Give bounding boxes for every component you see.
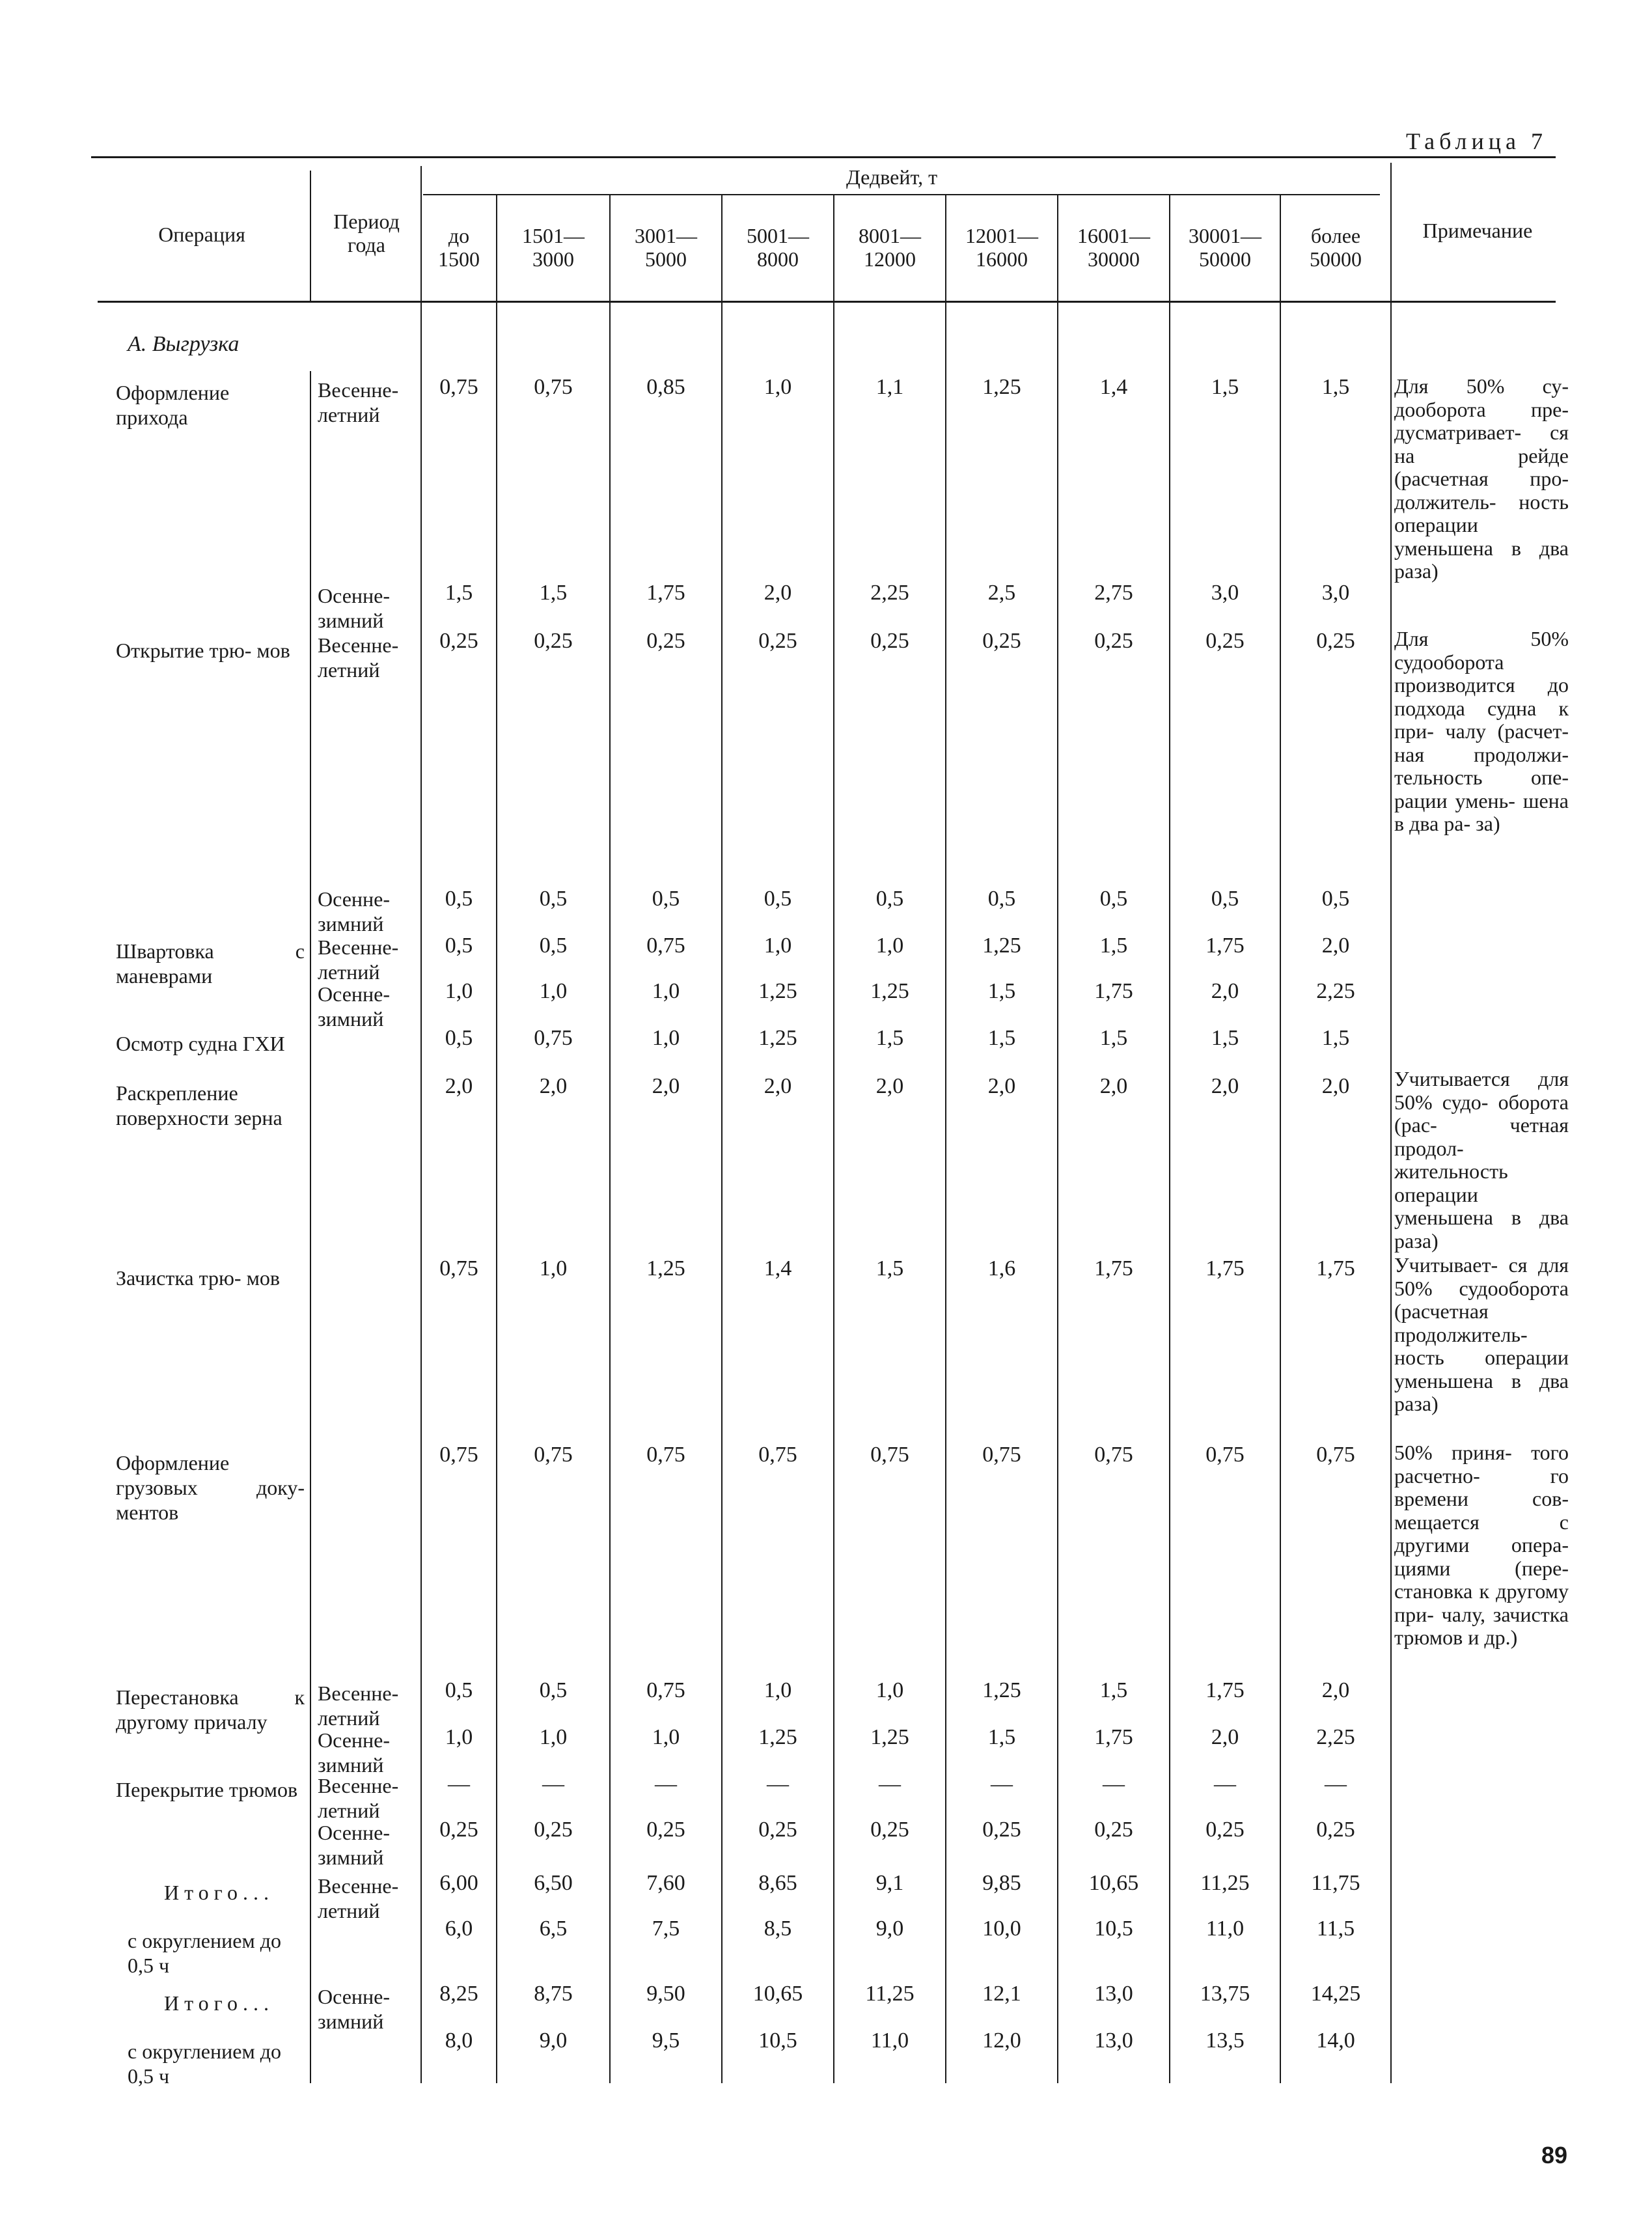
table-cell: 0,25	[646, 629, 685, 653]
table-cell: 1,0	[445, 1725, 473, 1749]
table-cell: 6,5	[539, 1917, 568, 1941]
period-label: Осенне- зимний	[318, 1728, 391, 1777]
col-divider-3	[721, 195, 723, 2083]
table-title: Таблица 7	[1406, 128, 1547, 154]
col-divider-period-body	[310, 371, 311, 2083]
deadweight-column-header: 5001— 8000	[747, 224, 809, 271]
table-cell: 1,5	[445, 581, 473, 605]
table-cell: 1,75	[1094, 1256, 1133, 1281]
table-cell: 1,5	[1099, 1026, 1128, 1050]
table-cell: 3,0	[1211, 581, 1239, 605]
table-cell: 11,0	[870, 2028, 909, 2053]
table-cell: 10,5	[758, 2028, 797, 2053]
table-cell: 7,60	[646, 1871, 685, 1895]
operation-label: Осмотр судна ГХИ	[116, 1032, 285, 1055]
table-cell: 0,75	[439, 1256, 478, 1281]
table-cell: 1,25	[982, 375, 1021, 399]
header-note: Примечание	[1422, 219, 1533, 242]
operation-label: Раскрепление поверхности зерна	[116, 1081, 282, 1129]
table-cell: 1,5	[1099, 934, 1128, 958]
period-label: Осенне- зимний	[318, 1821, 391, 1869]
table-cell: 0,5	[539, 887, 568, 911]
table-cell: 0,25	[1205, 1818, 1245, 1842]
table-cell: 2,0	[764, 1074, 792, 1098]
table-cell: —	[542, 1772, 564, 1796]
table-cell: 0,75	[439, 375, 478, 399]
table-cell: 3,0	[1321, 581, 1350, 605]
table-cell: 0,75	[1316, 1443, 1355, 1467]
table-cell: 0,5	[445, 1026, 473, 1050]
col-divider-2	[609, 195, 611, 2083]
table-cell: 1,75	[1094, 1725, 1133, 1749]
table-cell: 1,0	[539, 1256, 568, 1281]
table-cell: 1,0	[445, 979, 473, 1003]
col-divider-1	[496, 195, 497, 2083]
table-cell: 14,0	[1316, 2028, 1355, 2053]
table-cell: 0,5	[1099, 887, 1128, 911]
table-cell: —	[767, 1772, 789, 1796]
table-cell: 1,0	[764, 375, 792, 399]
section-title: А. Выгрузка	[128, 332, 240, 356]
table-cell: 1,6	[987, 1256, 1016, 1281]
table-cell: 2,0	[1099, 1074, 1128, 1098]
table-cell: —	[879, 1772, 901, 1796]
table-cell: —	[448, 1772, 470, 1796]
table-cell: 1,4	[1099, 375, 1128, 399]
header-deadweight: Дедвейт, т	[846, 165, 938, 189]
table-cell: 1,0	[539, 1725, 568, 1749]
table-cell: 2,0	[1211, 1074, 1239, 1098]
table-cell: 0,5	[875, 887, 904, 911]
table-cell: 0,5	[445, 1678, 473, 1702]
table-cell: 0,25	[870, 629, 909, 653]
deadweight-column-header: 16001— 30000	[1077, 224, 1150, 271]
table-cell: 1,0	[539, 979, 568, 1003]
table-cell: 2,0	[987, 1074, 1016, 1098]
table-cell: 1,5	[539, 581, 568, 605]
deadweight-column-header: 8001— 12000	[859, 224, 921, 271]
period-label: Весенне- летний	[318, 1874, 399, 1922]
table-cell: —	[1325, 1772, 1347, 1796]
header-operation: Операция	[158, 223, 245, 246]
table-cell: 11,25	[1200, 1871, 1250, 1895]
table-cell: 0,5	[1321, 887, 1350, 911]
period-label: Осенне- зимний	[318, 1985, 391, 2033]
table-cell: 0,25	[1094, 629, 1133, 653]
col-divider-6	[1057, 195, 1058, 2083]
table-cell: 0,25	[758, 629, 797, 653]
table-cell: 9,0	[875, 1917, 904, 1941]
rounding-label: с округлением до 0,5 ч	[128, 1929, 281, 1977]
table-cell: 2,0	[1211, 1725, 1239, 1749]
table-cell: 1,25	[982, 934, 1021, 958]
table-cell: 9,5	[652, 2028, 680, 2053]
operation-label: Зачистка трю- мов	[116, 1266, 280, 1290]
deadweight-column-header: 12001— 16000	[965, 224, 1038, 271]
table-cell: 6,00	[439, 1871, 478, 1895]
note-text: Учитывается для 50% судо- оборота (рас- четная продол- жительность операции уменьшена в два раза)	[1394, 1067, 1569, 1253]
table-cell: 1,25	[870, 1725, 909, 1749]
table-cell: 1,5	[987, 1725, 1016, 1749]
table-cell: 1,5	[875, 1256, 904, 1281]
table-cell: —	[991, 1772, 1013, 1796]
deadweight-column-header: 1501— 3000	[522, 224, 585, 271]
table-cell: 14,25	[1310, 1982, 1361, 2006]
deadweight-column-header: 3001— 5000	[635, 224, 697, 271]
table-cell: 1,75	[1205, 1256, 1245, 1281]
table-cell: 1,0	[875, 934, 904, 958]
col-divider-5	[945, 195, 946, 2083]
table-cell: 0,5	[445, 887, 473, 911]
table-cell: 0,25	[1316, 629, 1355, 653]
table-cell: 1,75	[646, 581, 685, 605]
operation-label: Перекрытие трюмов	[116, 1778, 298, 1801]
table-cell: 13,75	[1200, 1982, 1250, 2006]
table-cell: 2,0	[1321, 934, 1350, 958]
table-cell: 1,75	[1205, 1678, 1245, 1702]
note-text: Для 50% судооборота производится до подхода судна к при- чалу (расчет- ная продолжи- тельность опе- рации умень- шена в два ра- за)	[1394, 627, 1569, 835]
table-cell: 12,0	[982, 2028, 1021, 2053]
table-cell: 0,75	[758, 1443, 797, 1467]
operation-label: Оформление грузовых доку- ментов	[116, 1451, 305, 1524]
note-text: 50% приня- того расчетно- го времени сов- мещается с другими опера- циями (пере- становка к другому при- чалу, зачистка трюмов и др.)	[1394, 1441, 1569, 1649]
table-cell: 9,85	[982, 1871, 1021, 1895]
table-cell: 0,25	[646, 1818, 685, 1842]
rounding-label: с округлением до 0,5 ч	[128, 2040, 281, 2088]
table-cell: 0,75	[646, 1678, 685, 1702]
table-cell: 9,0	[539, 2028, 568, 2053]
table-cell: 0,25	[1205, 629, 1245, 653]
table-cell: 1,25	[646, 1256, 685, 1281]
table-cell: 1,0	[764, 1678, 792, 1702]
table-cell: 0,75	[982, 1443, 1021, 1467]
period-label: Осенне- зимний	[318, 887, 391, 935]
table-cell: 13,0	[1094, 2028, 1133, 2053]
table-cell: 1,5	[1211, 1026, 1239, 1050]
table-cell: 0,25	[534, 629, 573, 653]
table-cell: —	[655, 1772, 677, 1796]
table-cell: 0,5	[987, 887, 1016, 911]
table-cell: —	[1214, 1772, 1236, 1796]
period-label: Осенне- зимний	[318, 982, 391, 1031]
table-cell: 0,25	[1316, 1818, 1355, 1842]
table-cell: 1,1	[875, 375, 904, 399]
table-cell: 1,0	[652, 979, 680, 1003]
table-cell: 11,0	[1205, 1917, 1245, 1941]
table-cell: 0,25	[870, 1818, 909, 1842]
table-cell: 1,25	[758, 1725, 797, 1749]
table-cell: 0,25	[439, 1818, 478, 1842]
deadweight-column-header: до 1500	[438, 224, 480, 271]
table-cell: 9,1	[875, 1871, 904, 1895]
table-cell: 2,25	[1316, 1725, 1355, 1749]
table-cell: 1,5	[875, 1026, 904, 1050]
table-cell: 7,5	[652, 1917, 680, 1941]
period-label: Весенне- летний	[318, 1774, 399, 1822]
table-cell: 1,0	[875, 1678, 904, 1702]
table-cell: 1,5	[987, 979, 1016, 1003]
table-cell: 1,0	[652, 1026, 680, 1050]
table-cell: 8,5	[764, 1917, 792, 1941]
total-label: Итого...	[164, 1991, 274, 2015]
table-cell: 2,75	[1094, 581, 1133, 605]
table-cell: 2,0	[1321, 1678, 1350, 1702]
table-cell: 0,25	[758, 1818, 797, 1842]
table-cell: 2,25	[870, 581, 909, 605]
table-cell: 0,5	[445, 934, 473, 958]
table-cell: 0,5	[652, 887, 680, 911]
table-cell: —	[1103, 1772, 1125, 1796]
period-label: Весенне- летний	[318, 1682, 399, 1730]
table-cell: 1,5	[987, 1026, 1016, 1050]
table-cell: 2,0	[1211, 979, 1239, 1003]
table-cell: 0,25	[982, 629, 1021, 653]
table-cell: 0,85	[646, 375, 685, 399]
table-cell: 0,25	[534, 1818, 573, 1842]
table-cell: 0,75	[1094, 1443, 1133, 1467]
table-cell: 2,0	[445, 1074, 473, 1098]
table-cell: 0,75	[646, 934, 685, 958]
deadweight-column-header: более 50000	[1310, 224, 1362, 271]
operation-label: Оформление прихода	[116, 381, 230, 429]
table-cell: 10,5	[1094, 1917, 1133, 1941]
table-cell: 1,5	[1211, 375, 1239, 399]
total-label: Итого...	[164, 1881, 274, 1904]
table-cell: 0,5	[1211, 887, 1239, 911]
table-cell: 13,5	[1205, 2028, 1245, 2053]
table-cell: 8,75	[534, 1982, 573, 2006]
table-cell: 6,0	[445, 1917, 473, 1941]
table-cell: 1,25	[870, 979, 909, 1003]
table-cell: 0,5	[764, 887, 792, 911]
col-divider-7	[1169, 195, 1170, 2083]
table-cell: 11,25	[865, 1982, 915, 2006]
table-cell: 1,0	[652, 1725, 680, 1749]
period-label: Весенне- летний	[318, 935, 399, 984]
table-cell: 0,5	[539, 934, 568, 958]
header-bottom-rule	[98, 301, 1556, 303]
table-cell: 0,75	[534, 1026, 573, 1050]
page-number: 89	[1541, 2142, 1568, 2168]
table-cell: 2,0	[652, 1074, 680, 1098]
table-cell: 11,5	[1316, 1917, 1355, 1941]
table-cell: 1,0	[764, 934, 792, 958]
table-cell: 0,75	[534, 375, 573, 399]
table-cell: 0,75	[870, 1443, 909, 1467]
table-cell: 0,75	[646, 1443, 685, 1467]
table-cell: 1,4	[764, 1256, 792, 1281]
table-cell: 1,25	[758, 1026, 797, 1050]
operation-label: Швартовка с маневрами	[116, 939, 305, 988]
table-cell: 8,0	[445, 2028, 473, 2053]
operation-label: Перестановка к другому причалу	[116, 1685, 305, 1734]
table-cell: 2,0	[539, 1074, 568, 1098]
table-cell: 0,25	[1094, 1818, 1133, 1842]
table-cell: 6,50	[534, 1871, 573, 1895]
table-cell: 9,50	[646, 1982, 685, 2006]
table-cell: 2,5	[987, 581, 1016, 605]
table-cell: 10,65	[1088, 1871, 1139, 1895]
note-text: Учитывает- ся для 50% судооборота (расчетная продолжитель- ность операции уменьшена в два раза)	[1394, 1253, 1569, 1415]
table-cell: 1,75	[1316, 1256, 1355, 1281]
table-cell: 10,65	[752, 1982, 803, 2006]
table-cell: 8,65	[758, 1871, 797, 1895]
col-divider-note	[1390, 163, 1392, 2083]
period-label: Весенне- летний	[318, 378, 399, 426]
col-divider-4	[833, 195, 834, 2083]
table-cell: 2,0	[764, 581, 792, 605]
deadweight-column-header: 30001— 50000	[1189, 224, 1261, 271]
table-cell: 0,75	[439, 1443, 478, 1467]
table-cell: 1,5	[1099, 1678, 1128, 1702]
table-cell: 11,75	[1311, 1871, 1360, 1895]
table-cell: 1,5	[1321, 1026, 1350, 1050]
table-cell: 1,5	[1321, 375, 1350, 399]
table-cell: 1,75	[1205, 934, 1245, 958]
top-rule	[91, 156, 1556, 158]
table-cell: 8,25	[439, 1982, 478, 2006]
col-divider-period	[310, 171, 311, 301]
table-cell: 2,0	[1321, 1074, 1350, 1098]
col-divider-8	[1280, 195, 1281, 2083]
operation-label: Открытие трю- мов	[116, 639, 290, 662]
table-cell: 0,75	[1205, 1443, 1245, 1467]
table-cell: 0,75	[534, 1443, 573, 1467]
table-cell: 0,25	[982, 1818, 1021, 1842]
table-cell: 10,0	[982, 1917, 1021, 1941]
period-label: Осенне- зимний	[318, 584, 391, 632]
deadweight-rule	[423, 194, 1380, 195]
table-cell: 1,75	[1094, 979, 1133, 1003]
table-cell: 0,25	[439, 629, 478, 653]
note-text: Для 50% су- дооборота пре- дусматривает- ся на рейде (расчетная про- должитель- ность операции уменьшена в два раза)	[1394, 374, 1569, 583]
header-period: Период года	[333, 210, 400, 256]
table-cell: 12,1	[982, 1982, 1021, 2006]
table-cell: 1,25	[982, 1678, 1021, 1702]
table-cell: 13,0	[1094, 1982, 1133, 2006]
table-cell: 0,5	[539, 1678, 568, 1702]
table-cell: 2,0	[875, 1074, 904, 1098]
table-cell: 2,25	[1316, 979, 1355, 1003]
table-cell: 1,25	[758, 979, 797, 1003]
period-label: Весенне- летний	[318, 633, 399, 682]
